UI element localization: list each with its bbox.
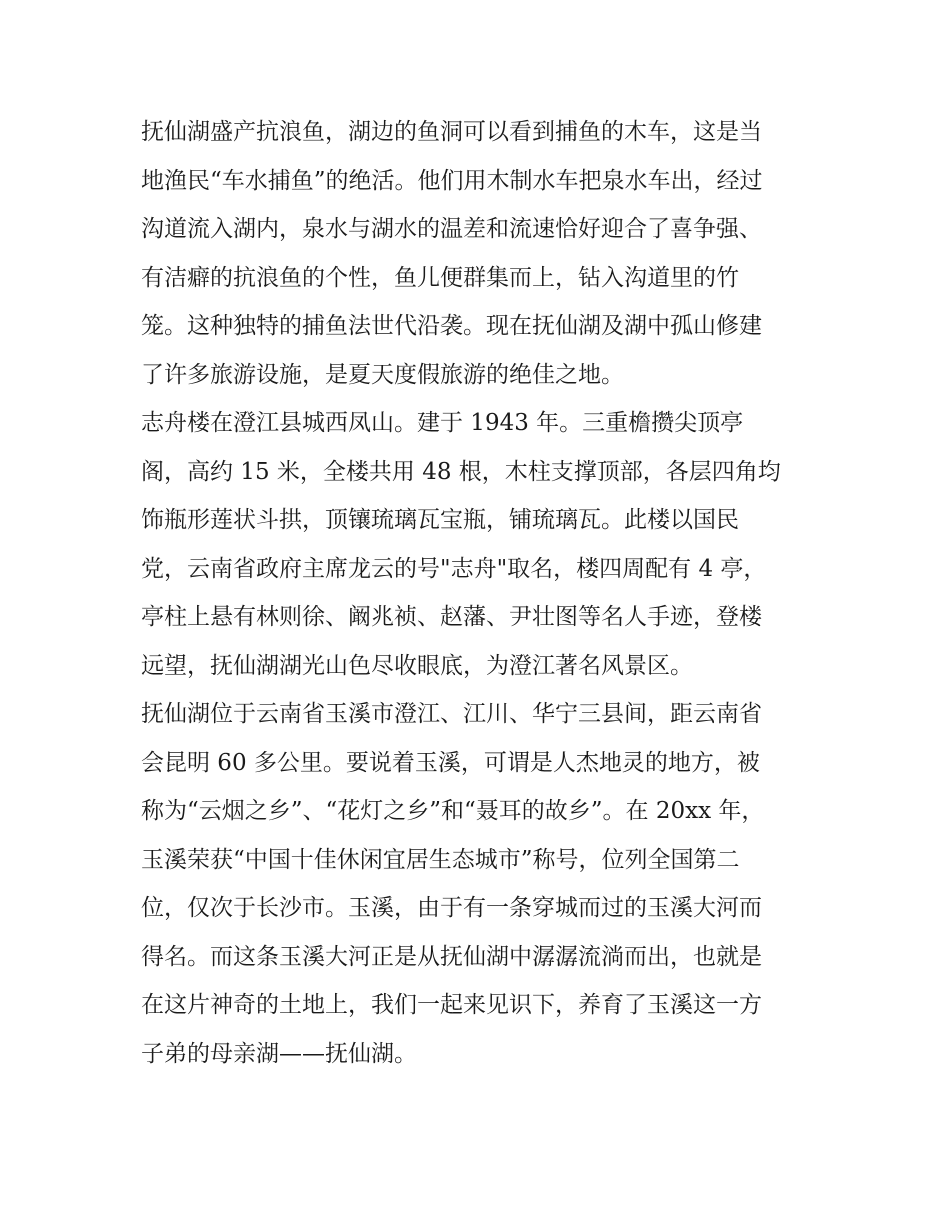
text-line: 地渔民“车水捕鱼”的绝活。他们用木制水车把泉水车出，经过 bbox=[141, 167, 763, 194]
text-line: 得名。而这条玉溪大河正是从抚仙湖中潺潺流淌而出，也就是 bbox=[141, 943, 762, 970]
text-line: 饰瓶形莲状斗拱，顶镶琉璃瓦宝瓶，铺琉璃瓦。此楼以国民 bbox=[141, 507, 739, 533]
text-line: 笼。这种独特的捕鱼法世代沿袭。现在抚仙湖及湖中孤山修建 bbox=[141, 313, 762, 339]
text-line: 了许多旅游设施，是夏天度假旅游的绝佳之地。 bbox=[141, 361, 624, 388]
text-line: 子弟的母亲湖——抚仙湖。 bbox=[141, 1040, 417, 1067]
text-line: 远望，抚仙湖湖光山色尽收眼底，为澄江著名风景区。 bbox=[141, 652, 693, 679]
text-line: 沟道流入湖内，泉水与湖水的温差和流速恰好迎合了喜争强、 bbox=[141, 216, 762, 242]
text-line: 亭柱上悬有林则徐、阚兆祯、赵藩、尹壮图等名人手迹，登楼 bbox=[141, 604, 762, 630]
text-line: 在这片神奇的土地上，我们一起来见识下，养育了玉溪这一方 bbox=[141, 992, 762, 1018]
text-line: 阁，高约 15 米，全楼共用 48 根，木柱支撑顶部，各层四角均 bbox=[141, 458, 781, 485]
text-line: 位，仅次于长沙市。玉溪，由于有一条穿城而过的玉溪大河而 bbox=[141, 895, 762, 921]
document-body bbox=[141, 108, 821, 1078]
text-line: 会昆明 60 多公里。要说着玉溪，可谓是人杰地灵的地方，被 bbox=[141, 749, 760, 776]
paragraph-fuxian-lake bbox=[141, 690, 821, 1078]
paragraph-fishing bbox=[141, 108, 821, 399]
text-line: 抚仙湖盛产抗浪鱼，湖边的鱼洞可以看到捕鱼的木车，这是当 bbox=[141, 119, 762, 145]
text-line: 党，云南省政府主席龙云的号"志舟"取名，楼四周配有 4 亭， bbox=[141, 555, 767, 582]
text-line: 抚仙湖位于云南省玉溪市澄江、江川、华宁三县间，距云南省 bbox=[141, 701, 762, 727]
text-line: 志舟楼在澄江县城西凤山。建于 1943 年。三重檐攒尖顶亭 bbox=[141, 410, 744, 436]
text-line: 玉溪荣获“中国十佳休闲宜居生态城市”称号，位列全国第二 bbox=[141, 846, 740, 873]
text-line: 称为“云烟之乡”、“花灯之乡”和“聂耳的故乡”。在 20xx 年， bbox=[141, 798, 765, 824]
paragraph-zhizhou-tower bbox=[141, 399, 821, 690]
text-line: 有洁癖的抗浪鱼的个性，鱼儿便群集而上，钻入沟道里的竹 bbox=[141, 264, 739, 291]
